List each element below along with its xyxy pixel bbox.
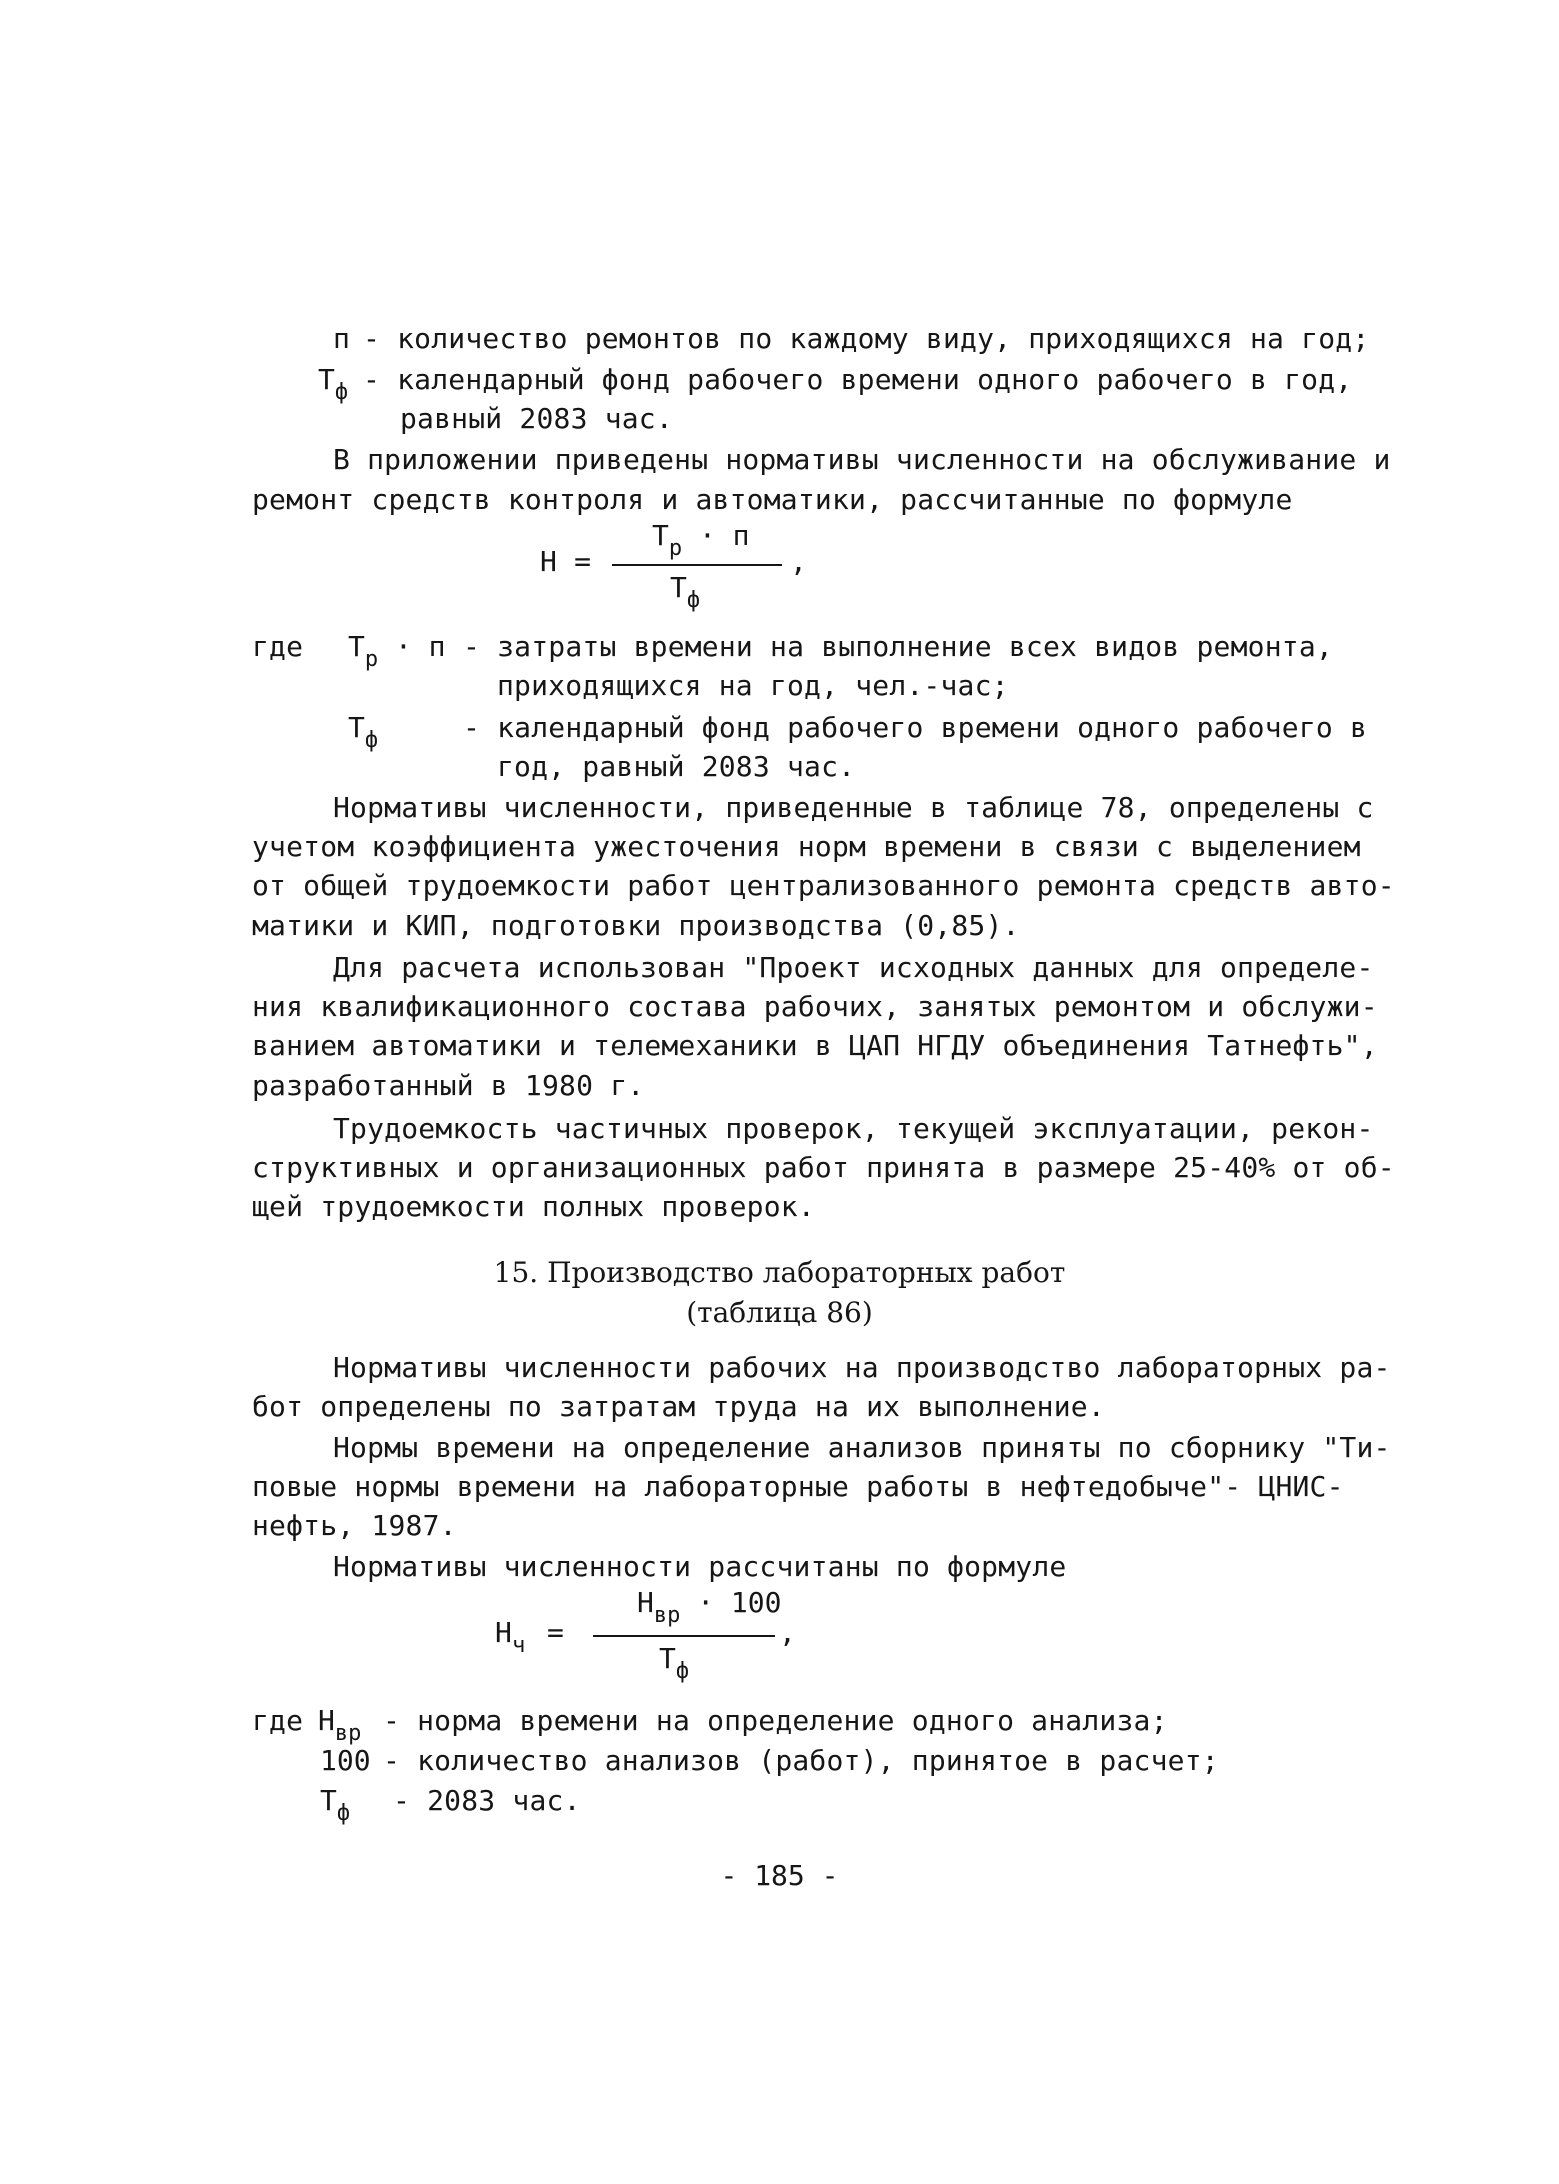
page-number: - 185 -	[720, 1859, 839, 1892]
def-tf-symbol: $Т_ф$	[318, 363, 349, 405]
para-norms-line4: матики и КИП, подготовки производства (0,85).	[252, 909, 1020, 942]
formula-1-fraction	[612, 518, 782, 618]
para-lab3: Нормативы численности рассчитаны по формуле	[333, 1550, 1067, 1583]
def-n-symbol: п	[333, 322, 350, 355]
formula-2-comma: ,	[779, 1616, 797, 1649]
formula-1-denominator: $Т_ф$	[670, 571, 701, 613]
para-lab1-line2: бот определены по затратам труда на их выполнение.	[252, 1390, 1105, 1423]
formula-2-denominator: $Т_ф$	[659, 1642, 690, 1684]
para-lab2-line2: повые нормы времени на лабораторные работы в нефтедобыче"- ЦНИС-	[252, 1470, 1344, 1503]
where-1-word: где	[252, 630, 304, 663]
section-subtitle: (таблица 86)	[686, 1296, 873, 1329]
para-project-line2: ния квалификационного состава рабочих, занятых ремонтом и обслужи-	[252, 990, 1378, 1023]
section-title: 15. Производство лабораторных работ	[493, 1256, 1066, 1289]
formula-2	[495, 1585, 795, 1690]
formula-2-fraction	[593, 1585, 782, 1690]
where-2-word: где	[252, 1704, 304, 1737]
formula-2-equals: =	[547, 1616, 565, 1649]
para-appendix-line1: В приложении приведены нормативы численности на обслуживание и	[333, 443, 1391, 476]
para-appendix-line2: ремонт средств контроля и автоматики, рассчитанные по формуле	[252, 483, 1293, 516]
para-labor-line1: Трудоемкость частичных проверок, текущей эксплуатации, рекон-	[333, 1112, 1374, 1145]
para-labor-line2: структивных и организационных работ принята в размере 25-40% от об-	[252, 1151, 1395, 1184]
def-n-text: - количество ремонтов по каждому виду, приходящихся на год;	[363, 322, 1370, 355]
where-1-tr-continuation: приходящихся на год, чел.-час;	[497, 669, 1009, 702]
formula-1-comma: ,	[790, 545, 808, 578]
formula-2-numerator: $Н_{вр} \cdot 100$	[637, 1586, 782, 1628]
where-1-tr-text: - затраты времени на выполнение всех видов ремонта,	[463, 630, 1333, 663]
def-tf-continuation: равный 2083 час.	[400, 402, 673, 435]
para-norms-line1: Нормативы численности, приведенные в таблице 78, определены с	[333, 791, 1374, 824]
formula-1-numerator: $Т_р \cdot п$	[652, 519, 750, 561]
para-project-line4: разработанный в 1980 г.	[252, 1069, 645, 1102]
para-lab2-line1: Нормы времени на определение анализов приняты по сборнику "Ти-	[333, 1431, 1391, 1464]
para-lab2-line3: нефть, 1987.	[252, 1509, 457, 1542]
where-2-nvr-symbol: $Н_{вр}$	[318, 1704, 362, 1746]
formula-2-fraction-bar	[593, 1635, 775, 1637]
para-project-line1: Для расчета использован "Проект исходных данных для определе-	[333, 951, 1374, 984]
formula-1-fraction-bar	[612, 564, 782, 566]
where-2-nvr-text: - норма времени на определение одного анализа;	[383, 1704, 1168, 1737]
formula-1-lhs: Н =	[540, 545, 592, 578]
para-lab1-line1: Нормативы численности рабочих на производство лабораторных ра-	[333, 1351, 1391, 1384]
where-1-tf-symbol: $Т_ф$	[348, 711, 379, 753]
where-2-tf-symbol: $Т_ф$	[320, 1784, 351, 1826]
para-project-line3: ванием автоматики и телемеханики в ЦАП НГДУ объединения Татнефть",	[252, 1029, 1378, 1062]
where-1-tr-symbol: $Т_р \cdot п$	[348, 630, 446, 672]
where-2-100-text: - количество анализов (работ), принятое в расчет;	[383, 1744, 1219, 1777]
para-norms-line2: учетом коэффициента ужесточения норм времени в связи с выделением	[252, 830, 1361, 863]
where-1-tf-text: - календарный фонд рабочего времени одного рабочего в	[463, 711, 1368, 744]
para-norms-line3: от общей трудоемкости работ централизованного ремонта средств авто-	[252, 869, 1395, 902]
where-1-tf-continuation: год, равный 2083 час.	[497, 750, 856, 783]
where-2-100-symbol: 100	[320, 1744, 371, 1777]
para-labor-line3: щей трудоемкости полных проверок.	[252, 1190, 815, 1223]
where-2-tf-text: - 2083 час.	[393, 1784, 581, 1817]
def-tf-text: - календарный фонд рабочего времени одного рабочего в год,	[363, 363, 1353, 396]
formula-2-lhs: $Н_ч$	[495, 1616, 526, 1658]
formula-1	[540, 518, 808, 618]
